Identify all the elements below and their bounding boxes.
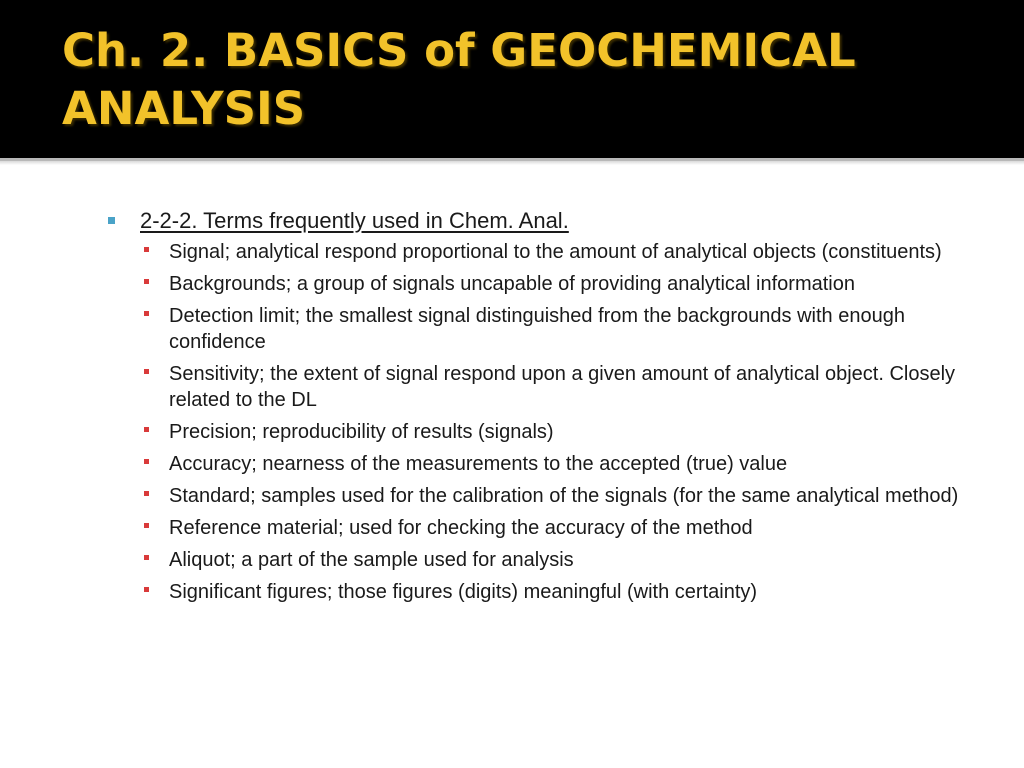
- term-accuracy: Accuracy; nearness of the measurements to the accepted (true) value: [169, 453, 788, 475]
- slide-content: [108, 206, 988, 611]
- title-divider: [0, 161, 1024, 165]
- list-item: [169, 361, 988, 413]
- list-item: [169, 515, 988, 541]
- term-aliquot: Aliquot; a part of the sample used for analysis: [169, 549, 574, 571]
- square-bullet-icon: [144, 491, 149, 496]
- term-sensitivity: Sensitivity; the extent of signal respond upon a given amount of analytical object. Closely related to the DL: [169, 363, 956, 411]
- square-bullet-icon: [144, 587, 149, 592]
- square-bullet-icon: [144, 369, 149, 374]
- square-bullet-icon: [144, 523, 149, 528]
- list-item: [169, 271, 988, 297]
- list-item: [169, 239, 988, 265]
- list-item: [169, 579, 988, 605]
- list-item: [169, 303, 988, 355]
- term-standard: Standard; samples used for the calibration of the signals (for the same analytical method): [169, 485, 959, 507]
- square-bullet-icon: [144, 459, 149, 464]
- square-bullet-icon: [144, 311, 149, 316]
- list-item: [169, 483, 988, 509]
- section-heading-item: [108, 206, 988, 236]
- square-bullet-icon: [144, 427, 149, 432]
- list-item: [169, 547, 988, 573]
- list-item: [169, 419, 988, 445]
- square-bullet-icon: [144, 247, 149, 252]
- square-bullet-icon: [144, 279, 149, 284]
- square-bullet-icon: [108, 217, 115, 224]
- term-detection-limit: Detection limit; the smallest signal distinguished from the backgrounds with enough confidence: [169, 305, 905, 353]
- term-significant-figures: Significant figures; those figures (digits) meaningful (with certainty): [169, 581, 758, 603]
- term-reference-material: Reference material; used for checking the accuracy of the method: [169, 517, 753, 539]
- term-signal: Signal; analytical respond proportional to the amount of analytical objects (constituents): [169, 241, 942, 263]
- list-item: [169, 451, 988, 477]
- square-bullet-icon: [144, 555, 149, 560]
- term-backgrounds: Backgrounds; a group of signals uncapable of providing analytical information: [169, 273, 855, 295]
- title-bar: [0, 0, 1024, 161]
- slide-title: Ch. 2. BASICS of GEOCHEMICAL ANALYSIS: [62, 24, 856, 135]
- term-precision: Precision; reproducibility of results (signals): [169, 421, 554, 443]
- section-heading: 2-2-2. Terms frequently used in Chem. Anal.: [140, 208, 569, 233]
- terms-list: [108, 239, 988, 605]
